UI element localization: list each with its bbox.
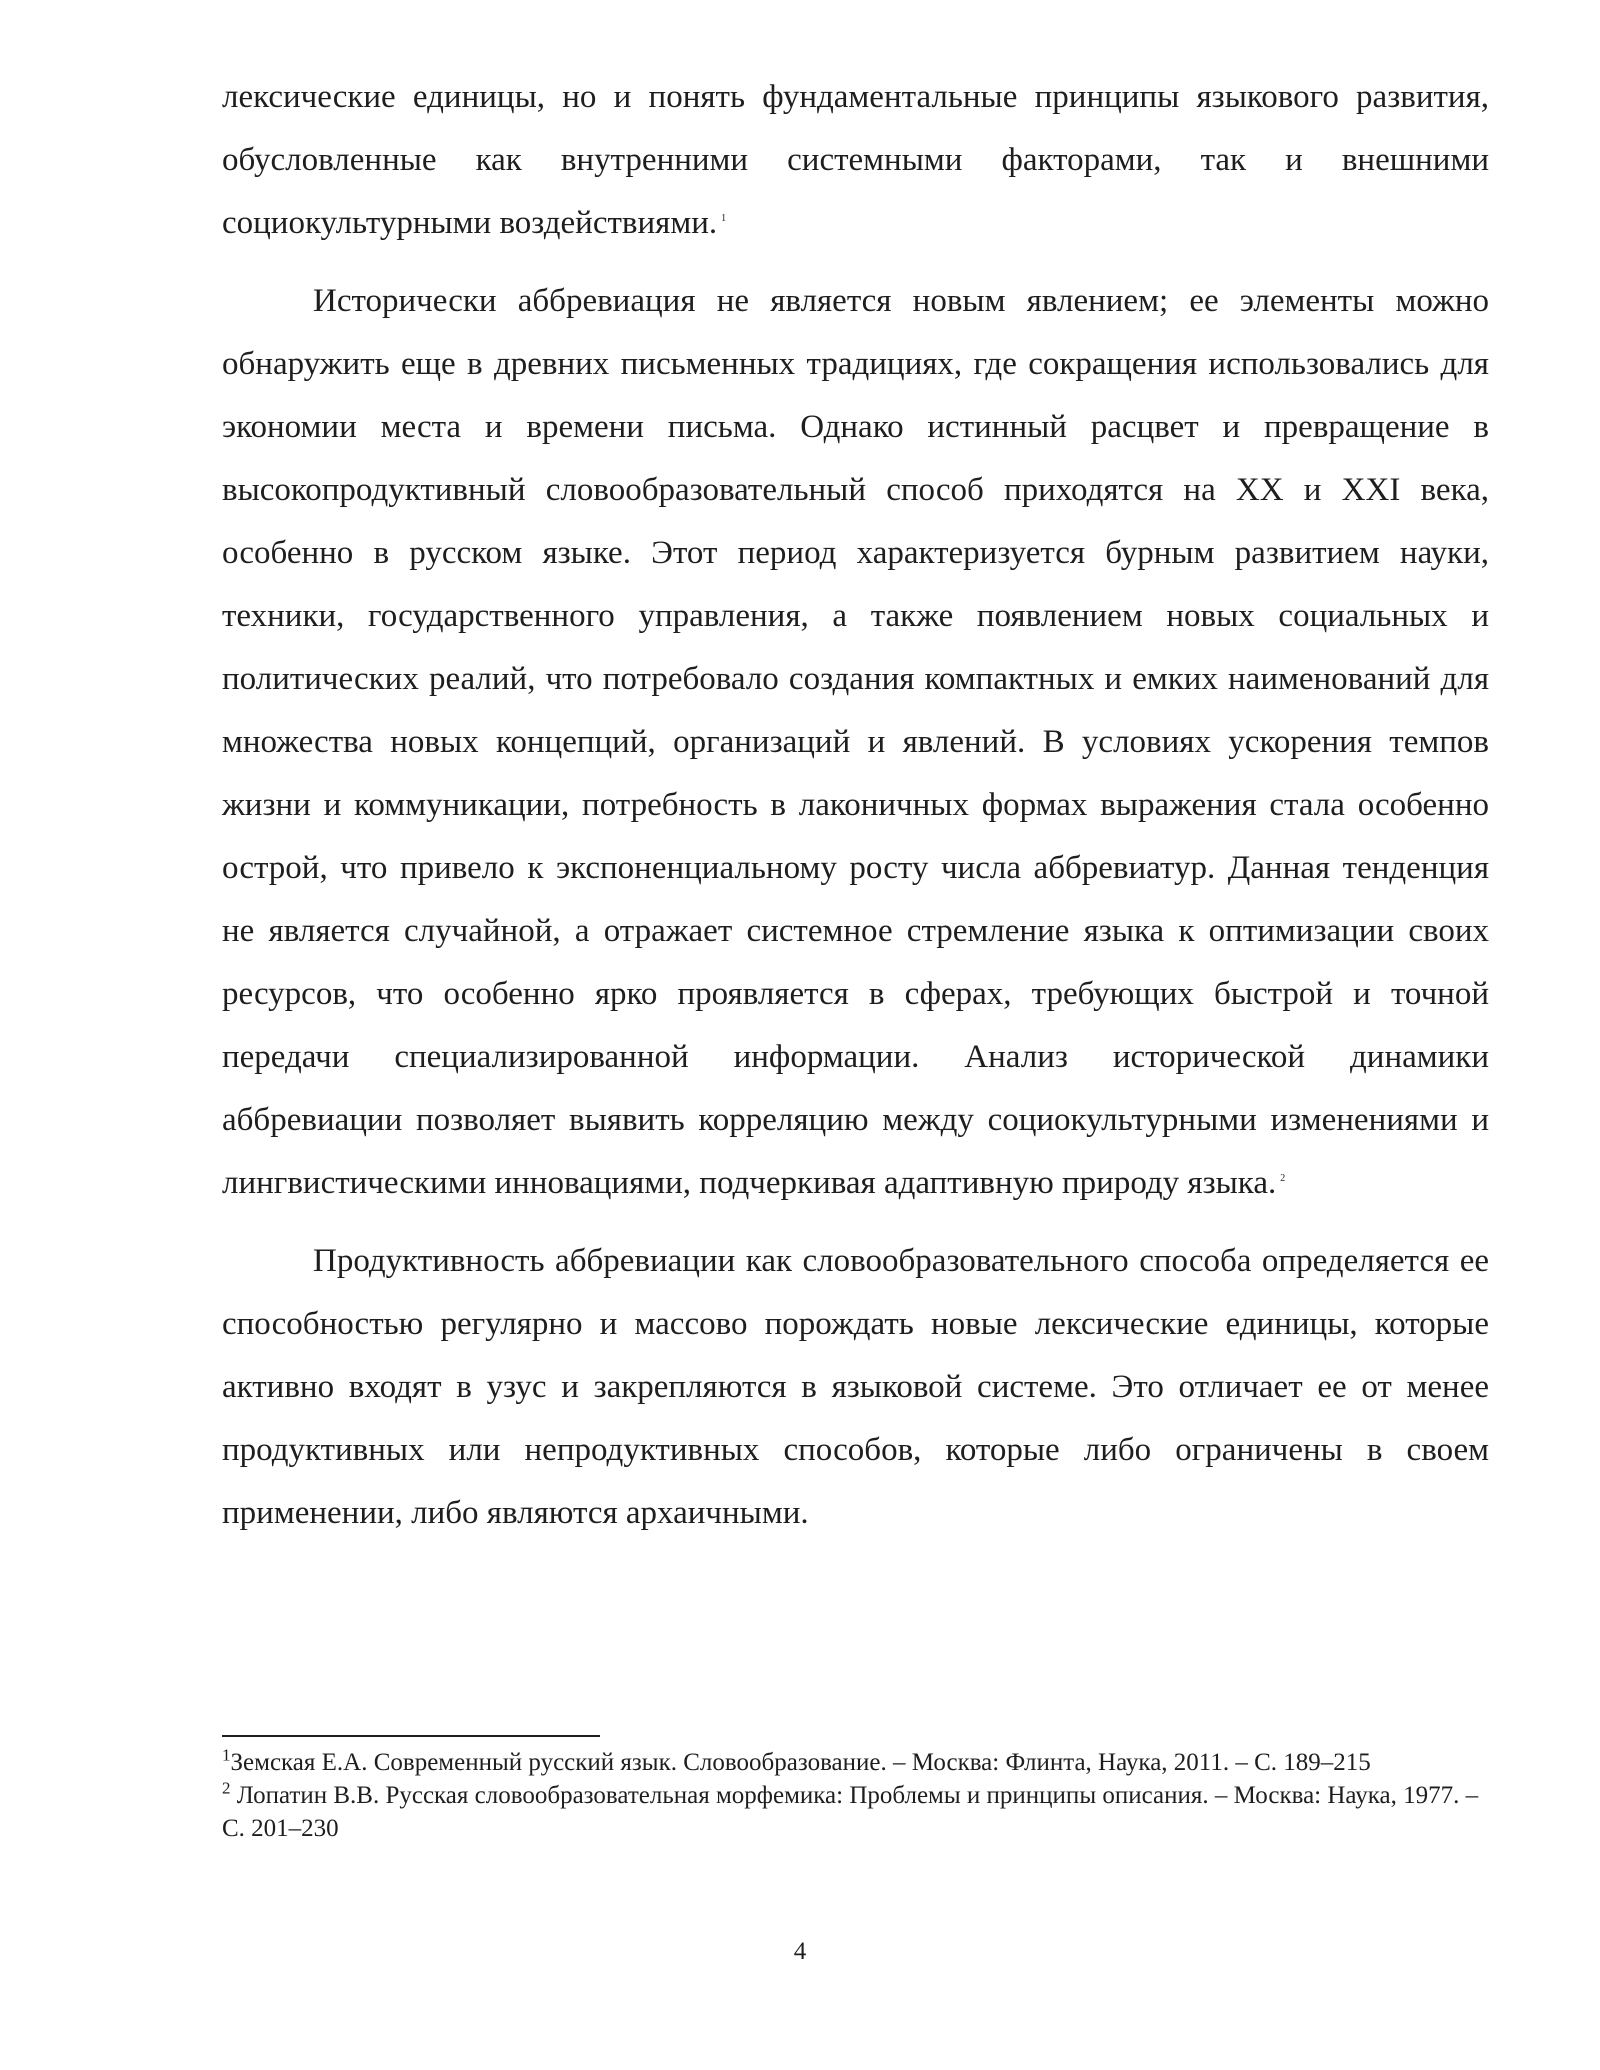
footnote-2-text: Лопатин В.В. Русская словообразовательная морфемика: Проблемы и принципы описания. – Москва: Наука, 1977. – С. 201–230 — [222, 1782, 1479, 1842]
paragraph-2 — [222, 270, 1489, 1215]
footnote-1-text: Земская Е.А. Современный русский язык. Словообразование. – Москва: Флинта, Наука, 2011. – С. 189–215 — [230, 1749, 1371, 1776]
footnote-2 — [222, 1779, 1489, 1845]
footnote-2-mark: 2 — [222, 1778, 231, 1798]
footnote-1 — [222, 1746, 1489, 1779]
page-number: 4 — [793, 1938, 807, 1965]
paragraph-3 — [222, 1230, 1489, 1545]
footnote-ref-1[interactable]: 1 — [721, 213, 727, 224]
paragraph-1 — [222, 66, 1489, 255]
footnote-ref-2[interactable]: 2 — [1280, 1173, 1286, 1184]
paragraph-2-text: Исторически аббревиация не является новым явлением; ее элементы можно обнаружить еще в древних письменных традициях, где сокращения использовались для экономии места и времени письма. Однако истинный расцвет и превращение в высокопродуктивный словообразовательный способ приходятся на XX и XXI века, особенно в русском языке. Этот период характеризуется бурным развитием науки, техники, государственного управления, а также появлением новых социальных и политических реалий, что потребовало создания компактных и емких наименований для множества новых концепций, организаций и явлений. В условиях ускорения темпов жизни и коммуникации, потребность в лаконичных формах выражения стала особенно острой, что привело к экспоненциальному росту числа аббревиатур. Данная тенденция не является случайной, а отражает системное стремление языка к оптимизации своих ресурсов, что особенно ярко проявляется в сферах, требующих быстрой и точной передачи специализированной информации. Анализ исторической динамики аббревиации позволяет выявить корреляцию между социокультурными изменениями и лингвистическими инновациями, подчеркивая адаптивную природу языка. — [222, 283, 1489, 1201]
paragraph-3-text: Продуктивность аббревиации как словообразовательного способа определяется ее способностью регулярно и массово порождать новые лексические единицы, которые активно входят в узус и закрепляются в языковой системе. Это отличает ее от менее продуктивных или непродуктивных способов, которые либо ограничены в своем применении, либо являются архаичными. — [222, 1243, 1489, 1531]
footnote-1-mark: 1 — [222, 1745, 231, 1765]
paragraph-1-text: лексические единицы, но и понять фундаментальные принципы языкового развития, обусловленные как внутренними системными факторами, так и внешними социокультурными воздействиями. — [222, 79, 1489, 241]
body-text — [222, 66, 1489, 1545]
footnotes — [222, 1746, 1489, 1845]
footnote-separator — [222, 1735, 600, 1737]
